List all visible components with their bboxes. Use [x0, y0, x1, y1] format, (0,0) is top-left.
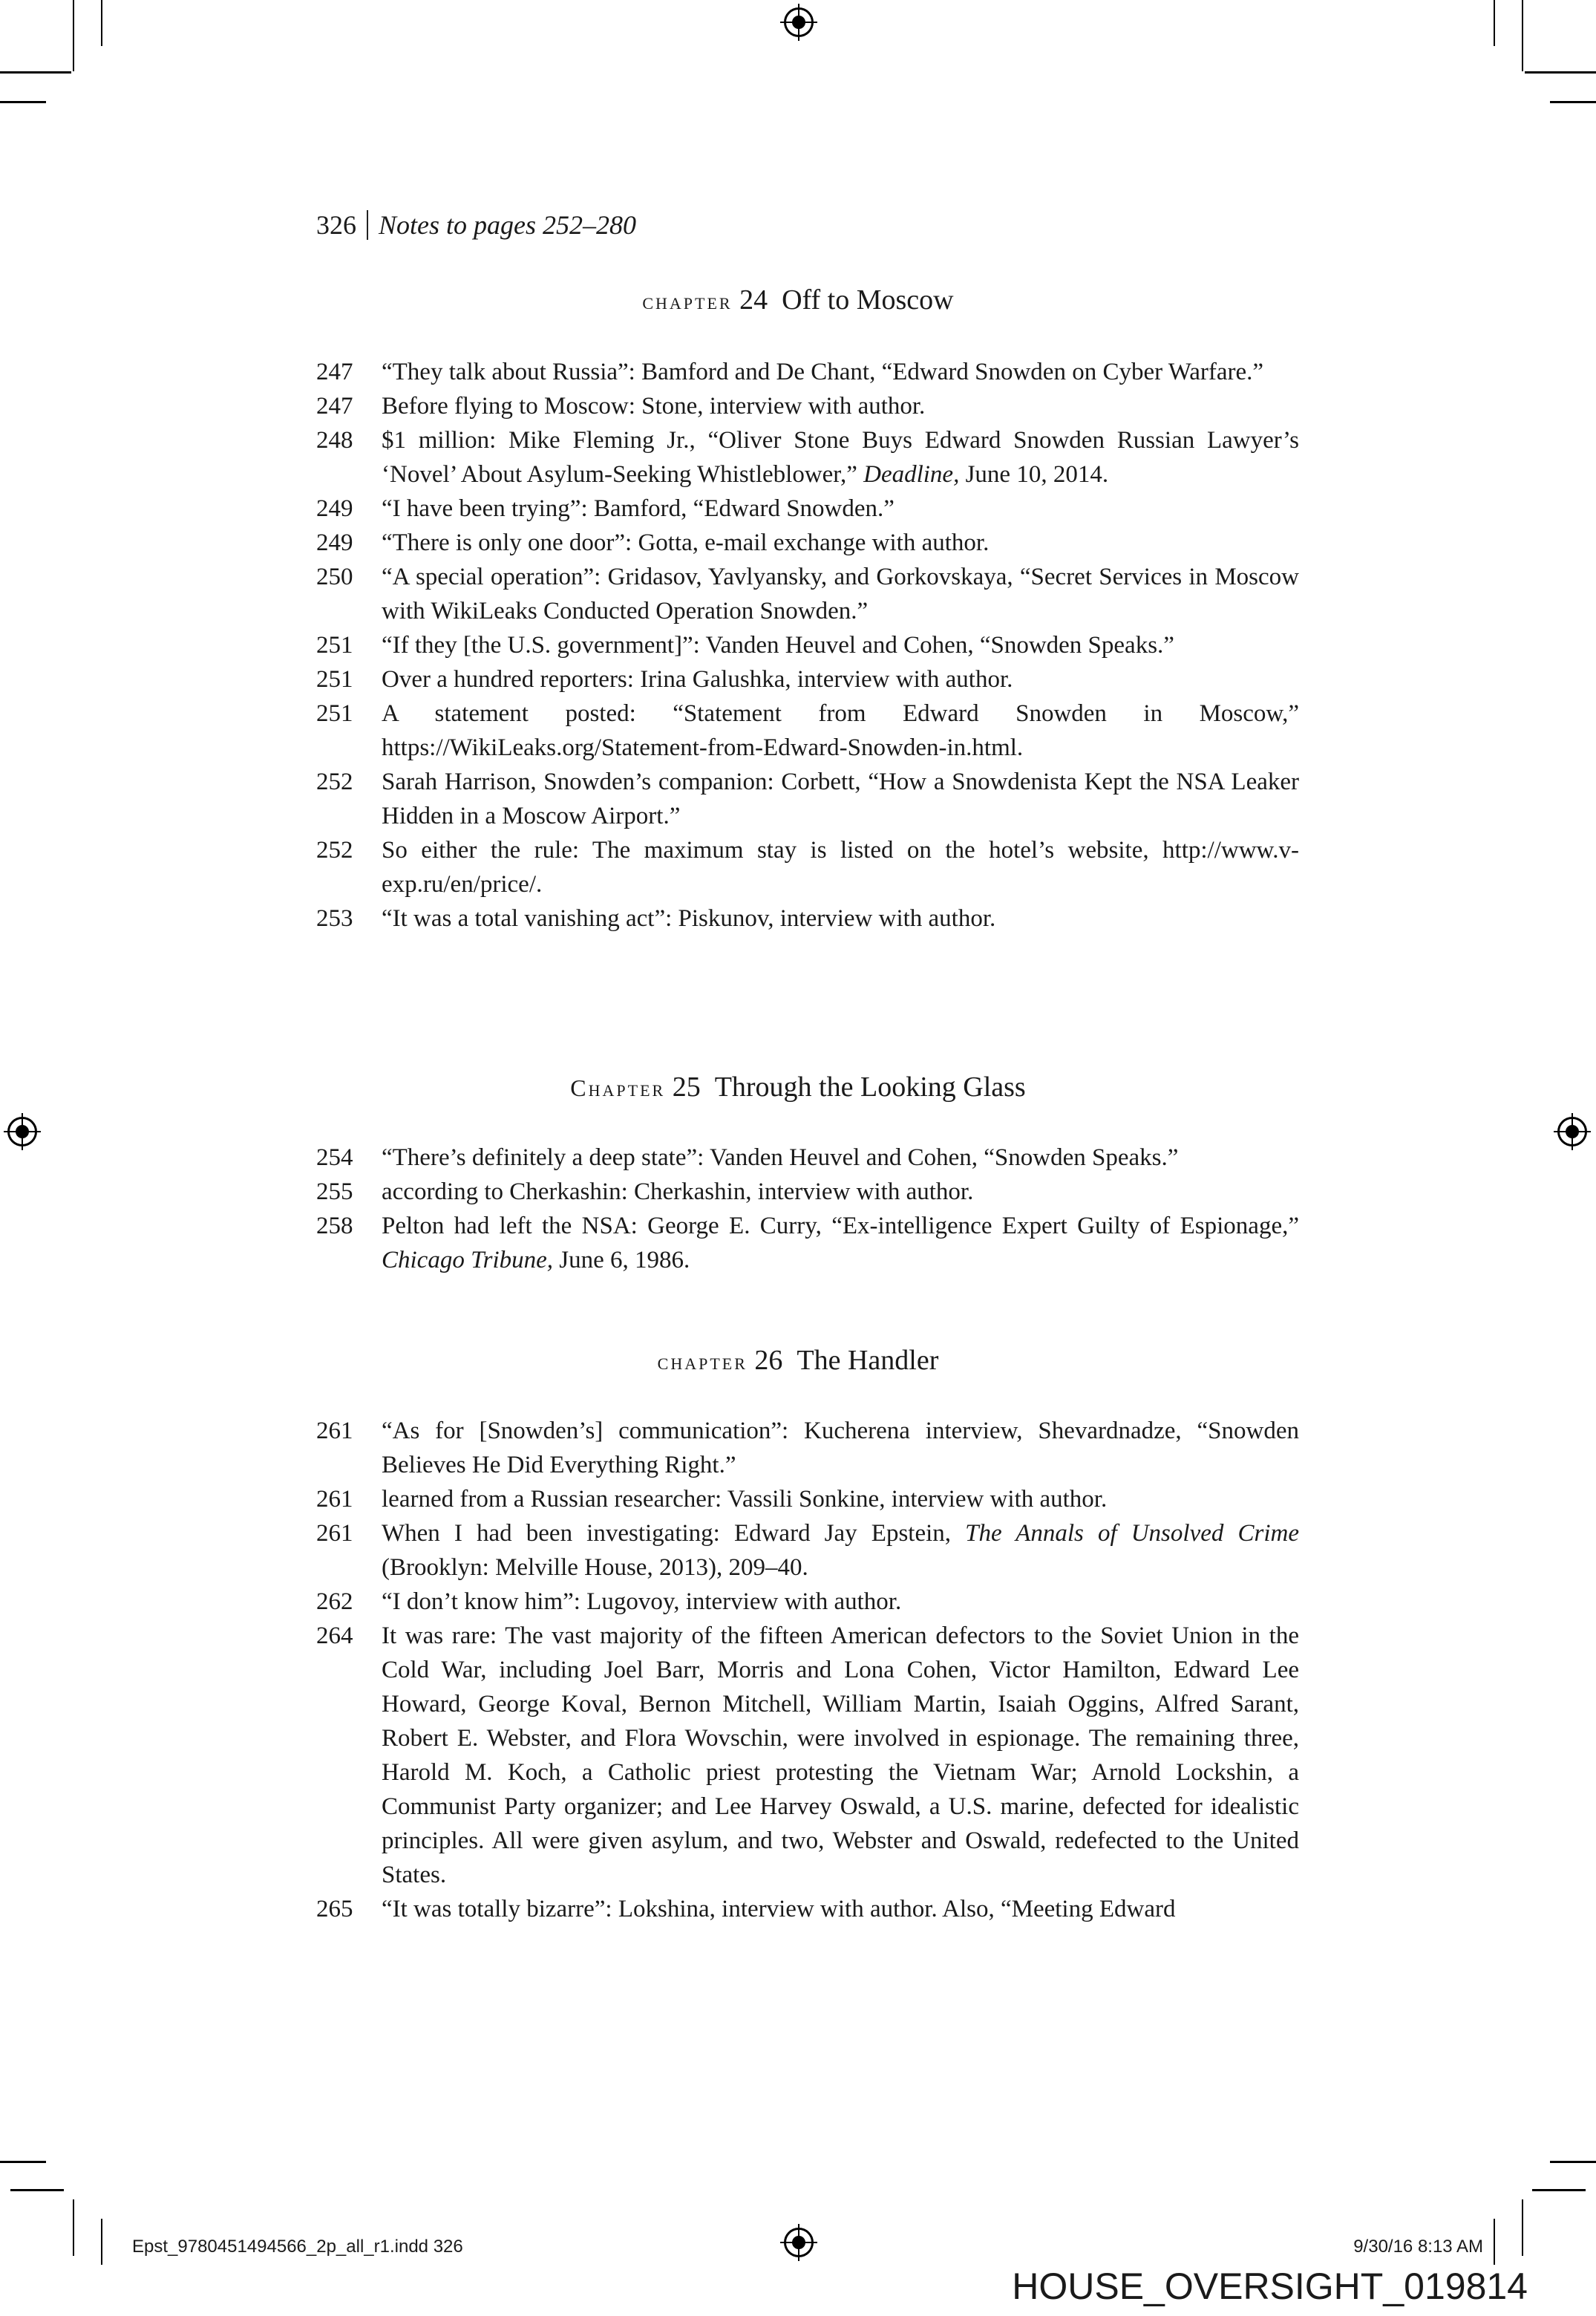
registration-mark-icon — [784, 7, 814, 37]
note-item — [316, 765, 1299, 833]
note-item — [316, 1414, 1299, 1482]
chapter-heading — [0, 1071, 1596, 1103]
note-page-number: 261 — [316, 1418, 353, 1444]
note-text-segment: (Brooklyn: Melville House, 2013), 209–40. — [382, 1554, 808, 1581]
crop-mark — [10, 2189, 64, 2191]
note-item — [316, 560, 1299, 628]
note-page-number: 247 — [316, 393, 353, 420]
note-text-segment: “A special operation”: Gridasov, Yavlyansky, and Gorkovskaya, “Secret Services in Moscow with WikiLeaks Conducted Operation Snowden.” — [382, 564, 1299, 624]
note-text-segment: $1 million: Mike Fleming Jr., “Oliver Stone Buys Edward Snowden Russian Lawyer’s ‘Novel’ About Asylum-Seeking Whistleblower,” — [382, 427, 1299, 488]
note-page-number: 250 — [316, 564, 353, 590]
chapter-title: Through the Looking Glass — [714, 1071, 1026, 1103]
crop-mark — [0, 71, 71, 74]
note-text — [382, 355, 1299, 389]
crop-mark — [1522, 0, 1523, 71]
note-text-segment: “If they [the U.S. government]”: Vanden Heuvel and Cohen, “Snowden Speaks.” — [382, 632, 1174, 659]
note-text — [382, 526, 1299, 560]
note-text-segment: Pelton had left the NSA: George E. Curry, “Ex-intelligence Expert Guilty of Espionage,” — [382, 1213, 1299, 1239]
note-italic-title: Deadline, — [863, 461, 960, 488]
crop-mark — [1494, 2219, 1495, 2265]
notes-list — [316, 1141, 1299, 1277]
chapter-heading — [0, 1344, 1596, 1377]
note-item — [316, 1209, 1299, 1277]
note-page-number: 261 — [316, 1486, 353, 1513]
note-item — [316, 526, 1299, 560]
chapter-label: chapter — [642, 287, 733, 314]
note-text-segment: Before flying to Moscow: Stone, interview with author. — [382, 393, 926, 420]
crop-mark — [101, 2219, 102, 2265]
crop-mark — [1522, 2199, 1523, 2256]
note-text — [382, 389, 1299, 423]
note-text-segment: So either the rule: The maximum stay is listed on the hotel’s website, http://www.v-exp.ru/en/price/. — [382, 837, 1299, 898]
note-text-segment: June 6, 1986. — [553, 1247, 690, 1273]
note-page-number: 249 — [316, 529, 353, 556]
note-text — [382, 1892, 1299, 1926]
note-text — [382, 1619, 1299, 1892]
note-text-segment: When I had been investigating: Edward Jay Epstein, — [382, 1520, 966, 1547]
crop-mark — [101, 0, 102, 46]
note-page-number: 251 — [316, 700, 353, 727]
page-number: 326 — [316, 210, 356, 240]
note-text — [382, 833, 1299, 901]
note-text — [382, 901, 1299, 936]
note-item — [316, 1892, 1299, 1926]
note-text-segment: “They talk about Russia”: Bamford and De Chant, “Edward Snowden on Cyber Warfare.” — [382, 359, 1264, 385]
note-text — [382, 423, 1299, 492]
note-text-segment: Over a hundred reporters: Irina Galushka, interview with author. — [382, 666, 1013, 693]
crop-mark — [1550, 2161, 1596, 2163]
note-page-number: 251 — [316, 632, 353, 659]
notes-list — [316, 1414, 1299, 1926]
note-text — [382, 1175, 1299, 1209]
chapter-heading — [0, 284, 1596, 316]
note-item — [316, 697, 1299, 765]
running-head-title: Notes to pages 252–280 — [379, 210, 636, 240]
note-text-segment: “As for [Snowden’s] communication”: Kucherena interview, Shevardnadze, “Snowden Believes He Did Everything Right.” — [382, 1418, 1299, 1478]
chapter-label: Chapter — [570, 1074, 666, 1101]
note-text — [382, 697, 1299, 765]
note-item — [316, 423, 1299, 492]
note-text-segment: Sarah Harrison, Snowden’s companion: Corbett, “How a Snowdenista Kept the NSA Leaker Hidden in a Moscow Airport.” — [382, 769, 1299, 829]
note-page-number: 264 — [316, 1622, 353, 1649]
note-text — [382, 1516, 1299, 1585]
chapter-title: Off to Moscow — [782, 284, 954, 316]
note-text-segment: It was rare: The vast majority of the fifteen American defectors to the Soviet Union in the Cold War, including Joel Barr, Morris and Lona Cohen, Victor Hamilton, Edward Lee Howard, George Koval, Bernon Mitchell, William Martin, Isaiah Oggins, Alfred Sarant, Robert E. Webster, and Flora Wovschin, were involved in espionage. The remaining three, Harold M. Koch, a Catholic priest protesting the Vietnam War; Arnold Lockshin, a Communist Party organizer; and Lee Harvey Oswald, a U.S. marine, defected for idealistic principles. All were given asylum, and two, Webster and Oswald, redefected to the United States. — [382, 1622, 1299, 1888]
note-text — [382, 1482, 1299, 1516]
chapter-number: 24 — [739, 284, 768, 316]
note-text — [382, 1585, 1299, 1619]
note-text-segment: “There’s definitely a deep state”: Vanden Heuvel and Cohen, “Snowden Speaks.” — [382, 1144, 1179, 1171]
note-text — [382, 662, 1299, 697]
divider — [367, 210, 368, 240]
note-page-number: 251 — [316, 666, 353, 693]
slug-date: 9/30/16 8:13 AM — [1353, 2237, 1483, 2257]
note-item — [316, 901, 1299, 936]
crop-mark — [1525, 71, 1596, 74]
note-text — [382, 1141, 1299, 1175]
note-item — [316, 1619, 1299, 1892]
note-text-segment: “I have been trying”: Bamford, “Edward Snowden.” — [382, 495, 895, 522]
crop-mark — [73, 0, 74, 71]
registration-mark-icon — [784, 2228, 814, 2257]
note-item — [316, 662, 1299, 697]
note-page-number: 247 — [316, 359, 353, 385]
note-text — [382, 1414, 1299, 1482]
note-page-number: 252 — [316, 769, 353, 795]
note-item — [316, 1516, 1299, 1585]
note-text-segment: according to Cherkashin: Cherkashin, interview with author. — [382, 1178, 974, 1205]
crop-mark — [73, 2199, 74, 2256]
note-item — [316, 1585, 1299, 1619]
note-text-segment: “It was a total vanishing act”: Piskunov, interview with author. — [382, 905, 996, 932]
slug-filename: Epst_9780451494566_2p_all_r1.indd 326 — [132, 2237, 463, 2257]
note-text-segment: “I don’t know him”: Lugovoy, interview with author. — [382, 1588, 902, 1615]
notes-list — [316, 355, 1299, 936]
crop-mark — [0, 101, 46, 103]
note-text-segment: “There is only one door”: Gotta, e-mail exchange with author. — [382, 529, 990, 556]
note-italic-title: Chicago Tribune, — [382, 1247, 554, 1273]
crop-mark — [1550, 101, 1596, 103]
note-page-number: 255 — [316, 1178, 353, 1205]
note-item — [316, 355, 1299, 389]
note-page-number: 249 — [316, 495, 353, 522]
crop-mark — [1532, 2189, 1586, 2191]
crop-mark — [1494, 0, 1495, 46]
chapter-number: 26 — [754, 1345, 783, 1376]
note-text — [382, 492, 1299, 526]
note-text — [382, 1209, 1299, 1277]
chapter-label: chapter — [657, 1348, 748, 1374]
note-text-segment: learned from a Russian researcher: Vassili Sonkine, interview with author. — [382, 1486, 1108, 1513]
bates-stamp: HOUSE_OVERSIGHT_019814 — [1012, 2266, 1528, 2307]
note-page-number: 261 — [316, 1520, 353, 1547]
registration-mark-icon — [1557, 1117, 1587, 1146]
note-text-segment: June 10, 2014. — [959, 461, 1109, 488]
note-page-number: 252 — [316, 837, 353, 864]
note-italic-title: The Annals of Unsolved Crime — [965, 1520, 1299, 1547]
running-head — [316, 209, 636, 241]
note-text-segment: “It was totally bizarre”: Lokshina, interview with author. Also, “Meeting Edward — [382, 1896, 1176, 1922]
note-item — [316, 1141, 1299, 1175]
note-text — [382, 560, 1299, 628]
note-page-number: 248 — [316, 427, 353, 454]
note-page-number: 258 — [316, 1213, 353, 1239]
note-item — [316, 492, 1299, 526]
note-item — [316, 833, 1299, 901]
note-item — [316, 1175, 1299, 1209]
note-page-number: 253 — [316, 905, 353, 932]
chapter-number: 25 — [672, 1071, 701, 1103]
note-text — [382, 628, 1299, 662]
crop-mark — [0, 2161, 46, 2163]
note-item — [316, 628, 1299, 662]
note-text — [382, 765, 1299, 833]
chapter-title: The Handler — [797, 1345, 939, 1376]
note-text-segment: A statement posted: “Statement from Edward Snowden in Moscow,” https://WikiLeaks.org/Statement-from-Edward-Snowden-in.html. — [382, 700, 1299, 761]
note-item — [316, 389, 1299, 423]
note-page-number: 265 — [316, 1896, 353, 1922]
note-page-number: 254 — [316, 1144, 353, 1171]
note-item — [316, 1482, 1299, 1516]
registration-mark-icon — [7, 1117, 37, 1146]
note-page-number: 262 — [316, 1588, 353, 1615]
